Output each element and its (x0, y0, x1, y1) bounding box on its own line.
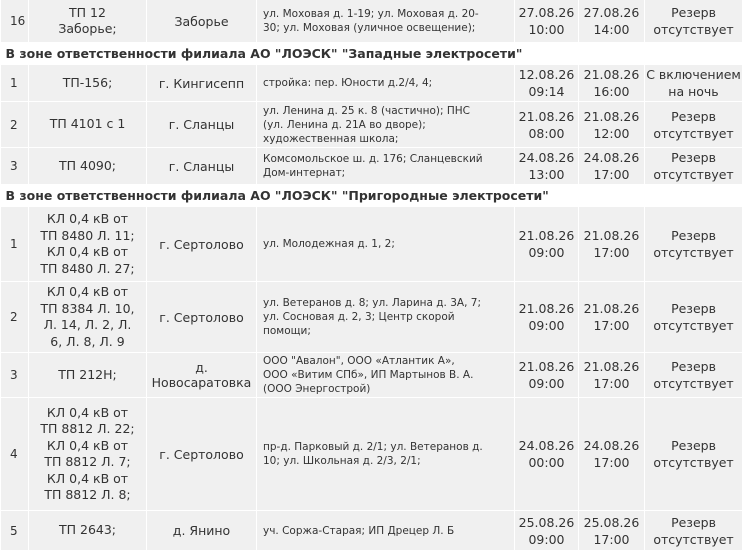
res-line: отсутствует (645, 125, 742, 142)
addr-line: ул. Молодежная д. 1, 2; (263, 237, 514, 251)
address-cell (257, 0, 515, 43)
start-line: 24.08.26 (515, 149, 578, 166)
table-row (1, 398, 742, 511)
start-line: 25.08.26 (515, 514, 578, 531)
end-datetime-cell (579, 282, 645, 353)
start-datetime-cell (515, 65, 579, 102)
start-line: 09:14 (515, 83, 578, 100)
end-line: 21.08.26 (579, 227, 644, 244)
address-cell (257, 65, 515, 102)
start-datetime-cell (515, 398, 579, 511)
res-line: на ночь (645, 83, 742, 100)
locality-cell: г. Сланцы (147, 148, 257, 185)
row-number: 16 (1, 0, 29, 43)
row-number: 3 (1, 148, 29, 185)
res-line: Резерв (645, 437, 742, 454)
end-line: 24.08.26 (579, 149, 644, 166)
address-cell (257, 207, 515, 282)
end-line: 17:00 (579, 317, 644, 334)
locality-cell: г. Кингисепп (147, 65, 257, 102)
obj-line: ТП 4101 с 1 (29, 116, 146, 133)
end-line: 17:00 (579, 244, 644, 261)
obj-line: ТП 8480 Л. 27; (29, 261, 146, 278)
table-row (1, 102, 742, 148)
equipment-cell (29, 0, 147, 43)
reserve-cell (645, 398, 742, 511)
address-cell (257, 353, 515, 398)
res-line: Резерв (645, 108, 742, 125)
obj-line: ТП 8812 Л. 22; (29, 421, 146, 438)
res-line: отсутствует (645, 531, 742, 548)
reserve-cell (645, 282, 742, 353)
start-line: 00:00 (515, 454, 578, 471)
obj-line: ТП-156; (29, 75, 146, 92)
obj-line: ТП 12 (29, 5, 146, 22)
addr-line: ООО «Витим СПб», ИП Мартынов В. А. (263, 368, 514, 382)
obj-line: КЛ 0,4 кВ от (29, 405, 146, 422)
res-line: отсутствует (645, 244, 742, 261)
table-row (1, 353, 742, 398)
reserve-cell (645, 511, 742, 551)
obj-line: ТП 8812 Л. 7; (29, 454, 146, 471)
locality-cell: Заборье (147, 0, 257, 43)
reserve-cell (645, 353, 742, 398)
row-number: 2 (1, 102, 29, 148)
equipment-cell (29, 511, 147, 551)
locality-cell: г. Сертолово (147, 207, 257, 282)
row-number: 4 (1, 398, 29, 511)
reserve-cell (645, 0, 742, 43)
start-line: 09:00 (515, 375, 578, 392)
table-row (1, 207, 742, 282)
end-line: 25.08.26 (579, 514, 644, 531)
table-row (1, 282, 742, 353)
end-line: 16:00 (579, 83, 644, 100)
start-line: 24.08.26 (515, 437, 578, 454)
end-datetime-cell (579, 353, 645, 398)
locality-cell: г. Сланцы (147, 102, 257, 148)
equipment-cell (29, 148, 147, 185)
table-row (1, 65, 742, 102)
obj-line: КЛ 0,4 кВ от (29, 471, 146, 488)
end-datetime-cell (579, 148, 645, 185)
table-row (1, 0, 742, 43)
reserve-cell (645, 65, 742, 102)
obj-line: ТП 4090; (29, 158, 146, 175)
end-line: 17:00 (579, 166, 644, 183)
equipment-cell (29, 353, 147, 398)
start-line: 27.08.26 (515, 4, 578, 21)
equipment-cell (29, 398, 147, 511)
res-line: отсутствует (645, 317, 742, 334)
addr-line: Дом-интернат; (263, 166, 514, 180)
start-datetime-cell (515, 207, 579, 282)
start-line: 13:00 (515, 166, 578, 183)
addr-line: (ул. Ленина д. 21А во дворе); (263, 118, 514, 132)
end-datetime-cell (579, 65, 645, 102)
start-datetime-cell (515, 353, 579, 398)
res-line: Резерв (645, 358, 742, 375)
locality-cell: д. Новосаратовка (147, 353, 257, 398)
section-suburban-networks (1, 185, 742, 207)
equipment-cell (29, 207, 147, 282)
end-datetime-cell (579, 207, 645, 282)
obj-line: ТП 8384 Л. 10, (29, 301, 146, 318)
end-line: 21.08.26 (579, 66, 644, 83)
res-line: Резерв (645, 514, 742, 531)
obj-line: Заборье; (29, 21, 146, 38)
start-datetime-cell (515, 0, 579, 43)
end-line: 21.08.26 (579, 358, 644, 375)
start-line: 09:00 (515, 244, 578, 261)
addr-line: стройка: пер. Юности д.2/4, 4; (263, 76, 514, 90)
addr-line: Комсомольское ш. д. 176; Сланцевский (263, 152, 514, 166)
obj-line: КЛ 0,4 кВ от (29, 438, 146, 455)
res-line: отсутствует (645, 454, 742, 471)
address-cell (257, 398, 515, 511)
addr-line: ул. Моховая д. 1-19; ул. Моховая д. 20- (263, 7, 514, 21)
end-datetime-cell (579, 511, 645, 551)
addr-line: (ООО Энергострой) (263, 382, 514, 396)
addr-line: 30; ул. Моховая (уличное освещение); (263, 21, 514, 35)
end-line: 24.08.26 (579, 437, 644, 454)
reserve-cell (645, 148, 742, 185)
address-cell (257, 511, 515, 551)
start-datetime-cell (515, 102, 579, 148)
addr-line: уч. Соржа-Старая; ИП Дрецер Л. Б (263, 524, 514, 538)
obj-line: ТП 8812 Л. 8; (29, 487, 146, 504)
start-line: 21.08.26 (515, 227, 578, 244)
equipment-cell (29, 102, 147, 148)
end-line: 12:00 (579, 125, 644, 142)
start-line: 08:00 (515, 125, 578, 142)
obj-line: КЛ 0,4 кВ от (29, 244, 146, 261)
addr-line: ул. Сосновая д. 2, 3; Центр скорой (263, 310, 514, 324)
end-line: 17:00 (579, 454, 644, 471)
res-line: С включением (645, 66, 742, 83)
address-cell (257, 148, 515, 185)
obj-line: КЛ 0,4 кВ от (29, 284, 146, 301)
addr-line: 10; ул. Школьная д. 2/3, 2/1; (263, 454, 514, 468)
obj-line: КЛ 0,4 кВ от (29, 211, 146, 228)
end-line: 27.08.26 (579, 4, 644, 21)
obj-line: ТП 2643; (29, 522, 146, 539)
start-line: 12.08.26 (515, 66, 578, 83)
start-line: 21.08.26 (515, 358, 578, 375)
start-datetime-cell (515, 282, 579, 353)
end-datetime-cell (579, 0, 645, 43)
row-number: 1 (1, 207, 29, 282)
row-number: 3 (1, 353, 29, 398)
start-line: 21.08.26 (515, 108, 578, 125)
res-line: Резерв (645, 300, 742, 317)
address-cell (257, 282, 515, 353)
table-body (1, 0, 742, 551)
end-datetime-cell (579, 102, 645, 148)
equipment-cell (29, 282, 147, 353)
addr-line: ул. Ленина д. 25 к. 8 (частично); ПНС (263, 104, 514, 118)
res-line: отсутствует (645, 21, 742, 38)
equipment-cell (29, 65, 147, 102)
table-row (1, 148, 742, 185)
end-line: 17:00 (579, 375, 644, 392)
end-line: 21.08.26 (579, 108, 644, 125)
locality-cell: г. Сертолово (147, 282, 257, 353)
res-line: отсутствует (645, 166, 742, 183)
res-line: Резерв (645, 227, 742, 244)
start-line: 09:00 (515, 531, 578, 548)
section-heading: В зоне ответственности филиала АО "ЛОЭСК" "Западные электросети" (1, 43, 742, 65)
row-number: 1 (1, 65, 29, 102)
table-row (1, 511, 742, 551)
start-line: 09:00 (515, 317, 578, 334)
end-line: 14:00 (579, 21, 644, 38)
end-line: 17:00 (579, 531, 644, 548)
obj-line: 6, Л. 8, Л. 9 (29, 334, 146, 351)
obj-line: Л. 14, Л. 2, Л. (29, 317, 146, 334)
end-datetime-cell (579, 398, 645, 511)
addr-line: ООО "Авалон", ООО «Атлантик А», (263, 354, 514, 368)
res-line: Резерв (645, 149, 742, 166)
res-line: Резерв (645, 4, 742, 21)
addr-line: пр-д. Парковый д. 2/1; ул. Ветеранов д. (263, 440, 514, 454)
start-line: 21.08.26 (515, 300, 578, 317)
addr-line: ул. Ветеранов д. 8; ул. Ларина д. 3А, 7; (263, 296, 514, 310)
row-number: 2 (1, 282, 29, 353)
addr-line: художественная школа; (263, 132, 514, 146)
start-line: 10:00 (515, 21, 578, 38)
section-heading: В зоне ответственности филиала АО "ЛОЭСК" "Пригородные электросети" (1, 185, 742, 207)
obj-line: ТП 8480 Л. 11; (29, 228, 146, 245)
address-cell (257, 102, 515, 148)
reserve-cell (645, 102, 742, 148)
end-line: 21.08.26 (579, 300, 644, 317)
start-datetime-cell (515, 148, 579, 185)
section-west-networks (1, 43, 742, 65)
locality-cell: д. Янино (147, 511, 257, 551)
reserve-cell (645, 207, 742, 282)
obj-line: ТП 212Н; (29, 367, 146, 384)
addr-line: помощи; (263, 324, 514, 338)
locality-cell: г. Сертолово (147, 398, 257, 511)
row-number: 5 (1, 511, 29, 551)
start-datetime-cell (515, 511, 579, 551)
res-line: отсутствует (645, 375, 742, 392)
